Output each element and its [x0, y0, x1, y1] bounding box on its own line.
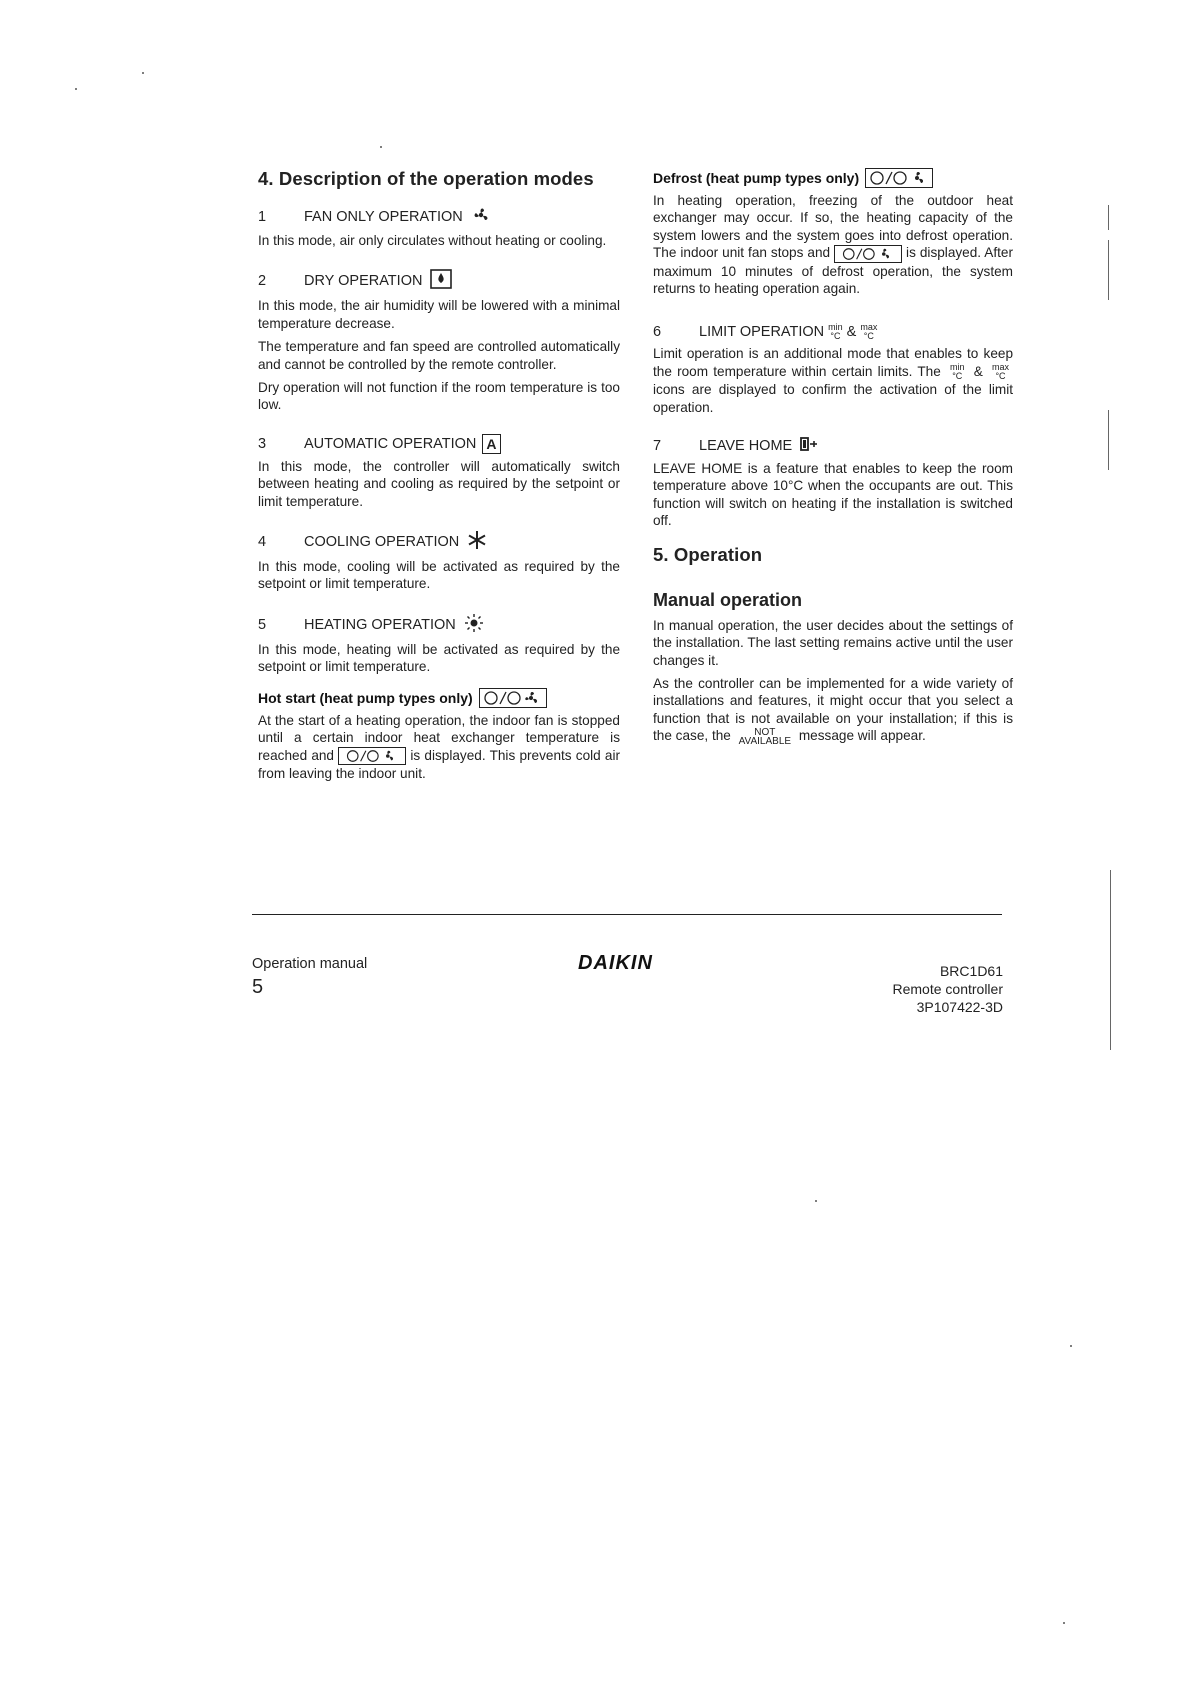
mode-number: 6: [653, 324, 662, 341]
mode-label: FAN ONLY OPERATION: [304, 209, 463, 225]
defrost-text: In heating operation, freezing of the outdoor heat exchanger may occur. If so, the heating capacity of the system lowers and the system goes into defrost operation. The indoor unit fan stops and: [653, 193, 1013, 261]
scan-edge-line: [1110, 870, 1111, 1050]
hot-start-block: [258, 688, 620, 783]
scan-edge-line: [1108, 205, 1109, 230]
defrost-text-middle: is: [906, 245, 916, 261]
leave-home-icon: [800, 436, 818, 456]
left-column: [258, 168, 620, 788]
footer-rule: [252, 914, 1002, 915]
hot-start-status-icon: [479, 688, 547, 708]
mode-number: 3: [258, 435, 267, 452]
mode-dry: [258, 269, 620, 413]
scan-speck: [1063, 1622, 1065, 1624]
footer-document-type: Operation manual: [252, 956, 368, 972]
amp: &: [846, 324, 857, 341]
min-temp-icon: min °C: [828, 322, 843, 342]
defrost-block: [653, 168, 1013, 297]
mode-description: In this mode, the controller will automatically switch between heating and cooling as required by the setpoint or limit temperature.: [258, 458, 620, 509]
scan-speck: [815, 1200, 817, 1202]
max-temp-icon: max °C: [992, 362, 1010, 382]
mode-number: 2: [258, 273, 267, 290]
mode-number: 4: [258, 534, 267, 551]
scan-speck: [142, 72, 144, 74]
mode-leave-home: [653, 436, 1013, 530]
fan-icon: [471, 206, 491, 228]
manual-operation-title: Manual operation: [653, 589, 803, 610]
mode-description: The temperature and fan speed are controlled automatically and cannot be controlled by the remote controller.: [258, 339, 620, 372]
manual-operation-p2: As the controller can be implemented for a wide variety of installations and features, it might occur that you select a function that is not available on your installation; if this is the case, the: [653, 675, 1013, 744]
min-temp-icon: min °C: [950, 362, 965, 382]
mode-description: In this mode, heating will be activated as required by the setpoint or limit temperature.: [258, 641, 620, 675]
section-4-title: 4. Description of the operation modes: [258, 168, 594, 189]
mode-label: HEATING OPERATION: [304, 616, 456, 633]
mode-automatic: [258, 434, 620, 510]
defrost-title: Defrost (heat pump types only): [653, 170, 860, 186]
auto-icon: A: [482, 434, 500, 454]
hot-start-inline-icon: [338, 747, 406, 765]
scan-edge-line: [1108, 240, 1109, 300]
not-available-icon: NOT AVAILABLE: [738, 726, 792, 747]
defrost-inline-icon: [834, 245, 902, 263]
scan-speck: [380, 146, 382, 148]
scan-speck: [75, 88, 77, 90]
mode-number: 5: [258, 616, 267, 633]
max-temp-icon: max °C: [860, 322, 878, 342]
brand-logo: DAIKIN: [578, 952, 653, 974]
mode-label: AUTOMATIC OPERATION: [304, 435, 477, 452]
mode-label: COOLING OPERATION: [304, 534, 460, 551]
limit-text: Limit operation is an additional mode that enables to keep the room temperature within certain limits. The: [653, 346, 1013, 379]
page-number: 5: [252, 976, 264, 998]
mode-number: 7: [653, 438, 662, 455]
section-5-title: 5. Operation: [653, 543, 763, 565]
mode-label: LIMIT OPERATION: [699, 324, 825, 341]
right-column: [653, 168, 1013, 752]
scan-edge-line: [1108, 410, 1109, 470]
mode-heating: [258, 613, 620, 676]
hot-start-title: Hot start (heat pump types only): [258, 689, 473, 706]
mode-description: Dry operation will not function if the room temperature is too low.: [258, 380, 620, 413]
mode-cooling: [258, 530, 620, 593]
mode-limit: 6 LIMIT OPERATION min °C & max °C Limit operation is an additional mode that enables to keep the room temperature within certain limits. The min °C & max °C icons are displayed to confirm the activation of the limit operation.: [653, 322, 1013, 415]
scan-speck: [1070, 1345, 1072, 1347]
mode-description: In this mode, cooling will be activated as required by the setpoint or limit temperature.: [258, 559, 620, 592]
mode-fan-only: [258, 206, 620, 249]
snowflake-icon: [467, 530, 487, 554]
model-number: BRC1D61: [939, 963, 1003, 979]
sun-icon: [464, 613, 484, 637]
hot-start-text-after: is displayed. This prevents cold air from leaving the indoor unit.: [258, 747, 621, 781]
mode-description: In this mode, air only circulates without heating or cooling.: [258, 233, 607, 248]
leave-home-text: LEAVE HOME is a feature that enables to keep the room temperature above 10°C when the occupants are out. This function will switch on heating if the installation is switched off.: [653, 461, 1013, 529]
defrost-status-icon: [865, 168, 933, 188]
product-name: Remote controller: [892, 981, 1003, 997]
hot-start-text: At the start of a heating operation, the indoor fan is stopped until a certain indoor heat exchanger temperature is reached and: [258, 712, 620, 763]
mode-label: LEAVE HOME: [699, 438, 793, 455]
manual-operation-p1: In manual operation, the user decides about the settings of the installation. The last setting remains active until the user changes it.: [653, 617, 1013, 668]
mode-label: DRY OPERATION: [304, 273, 423, 290]
mode-description: In this mode, the air humidity will be lowered with a minimal temperature decrease.: [258, 298, 620, 331]
manual-operation-p2-after: message will appear.: [798, 728, 926, 744]
footer-model-info: [893, 962, 1004, 1016]
defrost-text-after: displayed. After maximum 10 minutes of defrost operation, the system returns to heating operation again.: [653, 245, 1014, 297]
mode-number: 1: [258, 209, 267, 225]
document-code: 3P107422-3D: [916, 999, 1003, 1015]
droplet-icon: [430, 269, 452, 293]
limit-text-after: icons are displayed to confirm the activation of the limit operation.: [653, 382, 1013, 415]
